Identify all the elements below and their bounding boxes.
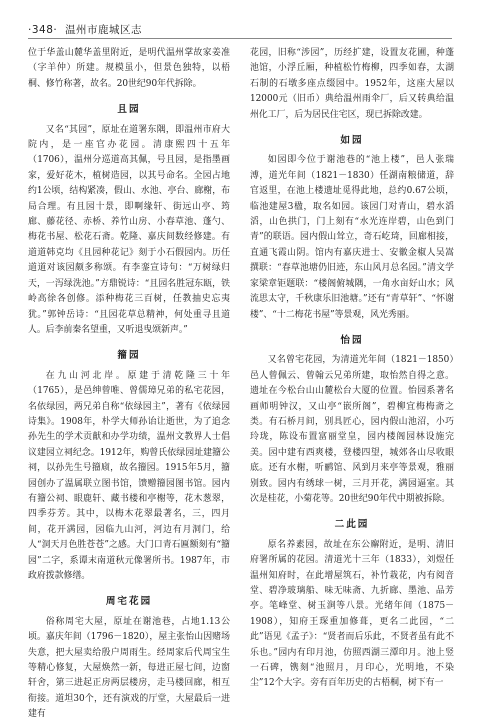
section-title: 籀园	[117, 350, 141, 362]
page-number: ·348·	[28, 24, 58, 36]
section-body: 又名曾宅花园，为清道光年间（1821－1850）邑人曾佩云、曾翰云兄弟所建，取怡然自得之意。遗址在今松台山山麓松台大厦的位置。怡园系著名画师明钟汉，又山亭“嵌所阁”，碧柳宜梅梅斋之类。有石桥月间，别具匠心，园内假山池沼，小巧玲珑，陈设布置富丽堂皇，园内楼阁园林设施完美。园中建有西爽楼，登楼四望，城郊各山尽收眼底。还有水榭，听鹂馆、风到月来亭等景观，雅丽别致。园内有绣球一树，三月开花，满园逼室。其次是桂花，小菊花等。20世纪90年代中期被拆除。	[250, 355, 454, 504]
left-column	[28, 46, 230, 720]
right-column	[250, 46, 454, 689]
section-title: 如园	[340, 135, 364, 147]
section-title: 二此园	[334, 519, 370, 531]
intro-paragraph: 位于华盖山麓华盖里附近，是明代温州掌故家姜准（字羊仲）所建。规模虽小，但景色独特，以梧桐、修竹称著，故名。20世纪90年代拆除。	[28, 48, 230, 89]
section-body: 原名养素园，故址在东公廨附近，是明、清旧府署所属的花园。清道光十三年（1833），刘煜任温州知府时，在此增屋筑石，补竹栽花，内有阅音堂、碧净玻璃船、味无味斋、九折廊、墨池、品芳亭。笔峰堂、树玉涧等八景。光绪年间（1875－1908），知府王琛重加修葺，更名二此园，“二此”语见《孟子》：“贤者而后乐此，不贤者虽有此不乐也。”园内有印月池，仿照西湖三潭印月。池上竖一石碑，镌刻“池照月，月印心，光明地，不染尘”12个大字。旁有百年历史的古梧桐，树下有一	[250, 539, 454, 689]
page-header	[28, 22, 142, 37]
section-title: 周宅花园	[105, 596, 153, 608]
section-body: 俗称周宅大屋，原址在谢池巷，占地1.13公顷。嘉庆年间（1796－1820），屋主张怡山因赌场失意，把大屋卖给殷户周雨生。经周家后代周宝生等精心修复，大屋焕然一新，每进正屋七间，边窗轩舍，第三进起正房两层楼房，走马楼回廊，相互衔接。道坦30个，还有演戏的厅堂，大屋最后一进建有	[28, 616, 230, 720]
section-title: 且园	[117, 104, 141, 116]
section-body: 如园即今位于谢池巷的“池上楼”，邑人张瑞溥，道光年间（1821－1830）任湖南粮储道，辞官返里，在池上楼遗址觅得此地，总约0.67公顷，临池建屋3楹，取名如园。该园门对青山，碧水滔滔，山色拱门，门上刻有“水光连岸碧，山色到门青”的联语。园内假山耸立，奇石屹琦，回廊相接，直通飞霞山阴。馆内有嘉庆进士、安徽金椒人吴嵩撰联：“春草池塘仍旧迹，东山风月总名园。”清文学家梁章钜题联：“楼阁俯城隅，一角水亩好山水；风流思太守，千秋康乐旧池塘。”还有“青草轩”、“怀谢楼”、“十二梅花书屋”等景观，风光秀丽。	[250, 155, 454, 320]
section-body: 又名“其园”，原址在道署东隅，即温州市府大院内，是一座官办花园。清康熙四十五年（1706），温州分巡道高其佩，号且园，是指墨画家，爱好花木，植树造园，以其号命名。全园占地约1公顷，结构紧凑，假山、水池、亭台、廊榭，布局合理。有且园十景，即啊缘轩、街远山亭、筠廊、藤花径、赤桥、养竹山房、小春草池、蓬勺、梅花书屋、松花石斋。乾隆、嘉庆间数经修建。有道道韩克均《且园种花记》刻于小石假园内。历任道道对该园颇多称颂。有李銮宣诗句：“万树绿归天，一泻绿洗池。”方鼎锐诗：“且园名胜冠东瓯，铁岭高徐各创修。添种梅花三百树，任教抽史忘夷犹。”郭钟岳诗：“且园花草总精神，何处重寻且道人。后李前秦名望重，又听退曳颂新声。”	[28, 124, 230, 335]
book-title: 温州市鹿城区志	[65, 24, 143, 36]
header-rule	[28, 38, 452, 39]
section-title: 怡园	[340, 334, 364, 346]
section-body: 在九山河北岸。原建于清乾隆三十年（1765），是邑绅曾唯、曾儒璋兄弟的私宅花园，名依绿园，两兄弟自称“依绿园主”，著有《依绿园诗集》。1908年，朴学大师孙诒让逝世，为了追念孙先生的学术贡献和办学功绩，温州文教界人士倡议建园立祠纪念。1912年，购曾氏依绿园址建籀公祠，以孙先生号籀庼，故名籀园。1915年5月，籀园创办了温属联立图书馆，馈赠籀园图书馆。园内有籀公祠、眼鹿轩、藏书楼和亭榭等，花木葱翠，四季芬芳。其中，以梅木花翠最著名，三，四月间，花开满园，园临九山河，河边有月洞门，给人“洞天月色胜苍苍”之感。大门口青石匾额刻有“籀园”二字，系谭末南道秋元像署所书。1987年，市政府拨款修缮。	[28, 370, 230, 581]
continued-paragraph: 花园，旧称“涉园”，历经扩建，设置友花圃，种蓬池馆，小浮丘厢，种植松竹梅柳，四季如春，太湖石制的石墩多座点缀园中。1952年，这座大屋以12000元（旧币）典给温州雨伞厂，后又转典给温州化工厂，后为居民住宅区，现已拆除改建。	[250, 48, 454, 120]
